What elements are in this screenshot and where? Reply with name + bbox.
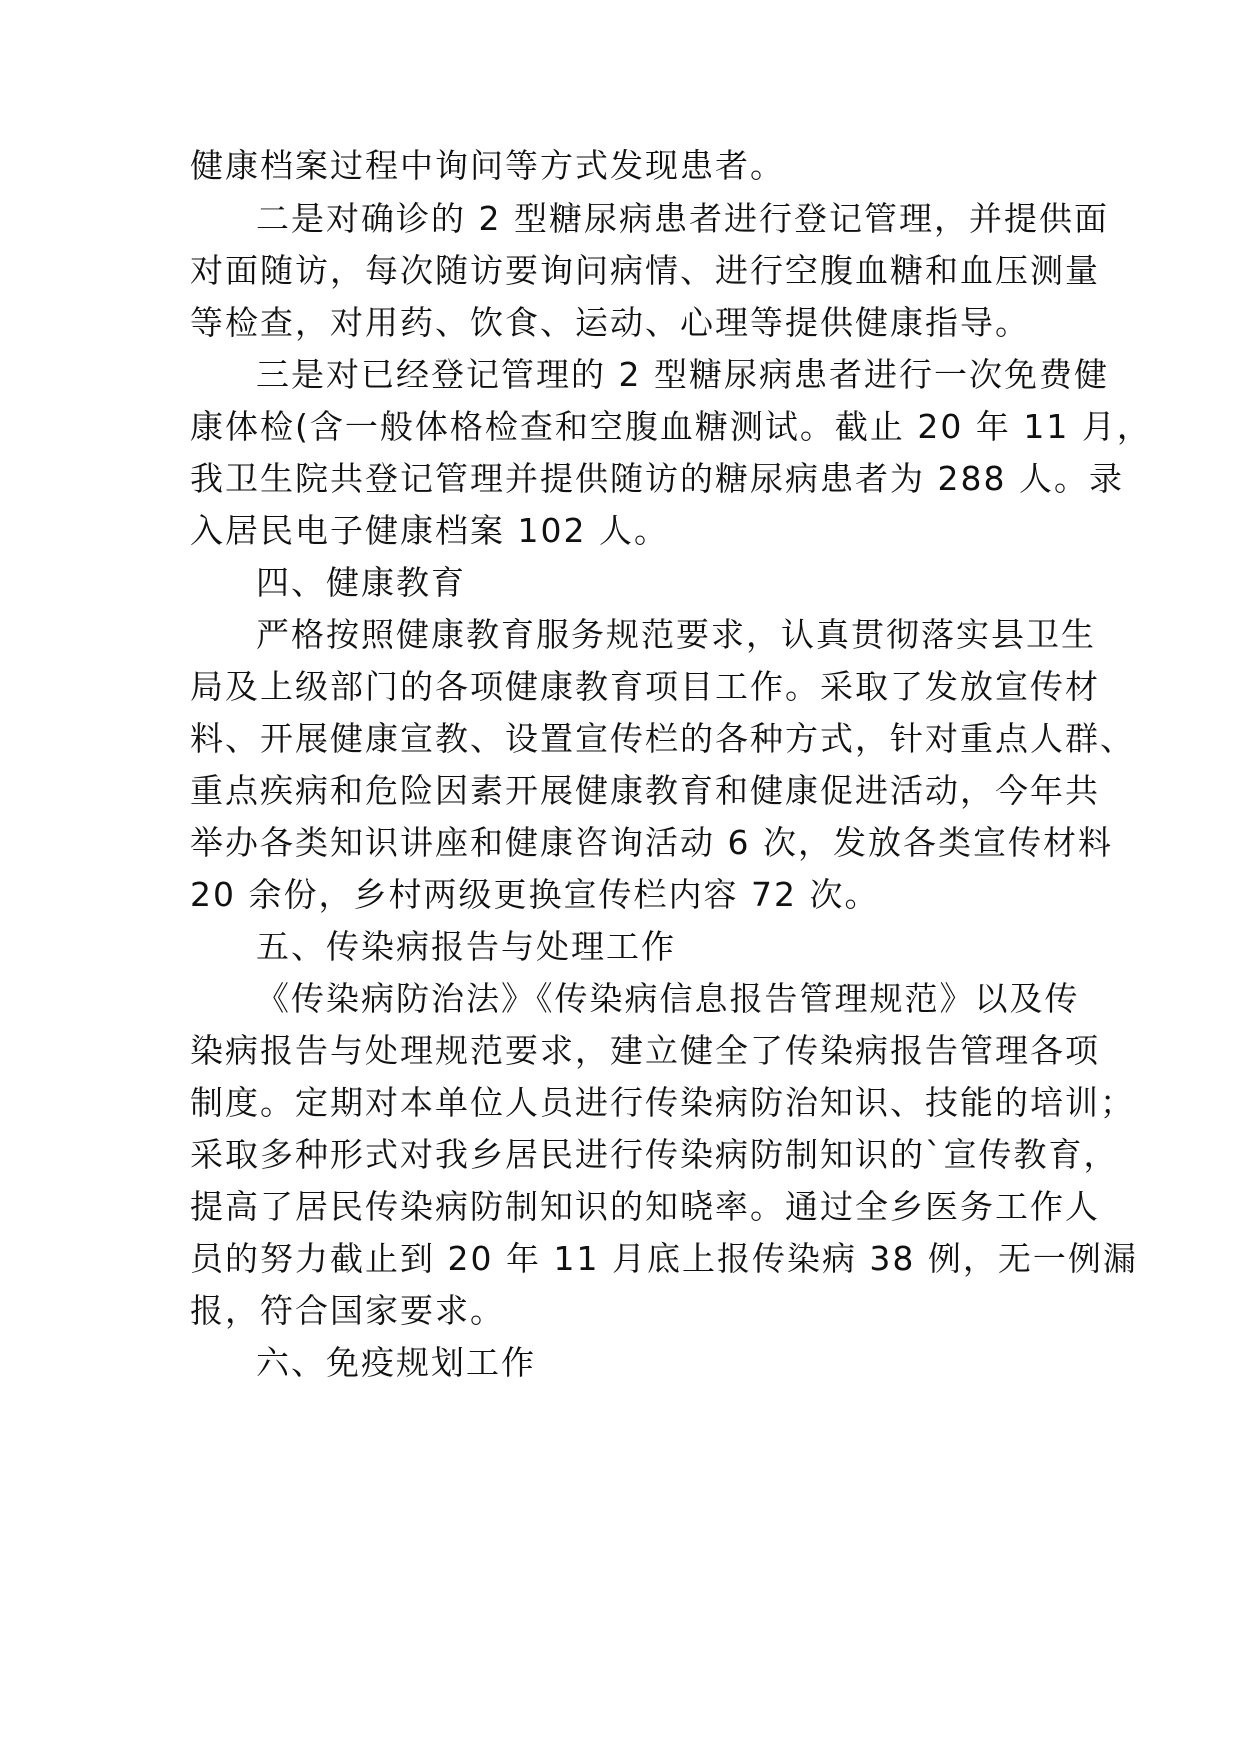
section-heading: 六、免疫规划工作	[256, 1343, 536, 1382]
text-line: 局及上级部门的各项健康教育项目工作。采取了发放宣传材	[190, 667, 1100, 706]
text-line: 我卫生院共登记管理并提供随访的糖尿病患者为 288 人。录	[190, 459, 1124, 498]
text-line: 健康档案过程中询问等方式发现患者。	[190, 146, 785, 185]
text-line: 重点疾病和危险因素开展健康教育和健康促进活动，今年共	[190, 771, 1100, 810]
paragraph-first-line: 严格按照健康教育服务规范要求，认真贯彻落实县卫生	[256, 615, 1096, 654]
text-line: 提高了居民传染病防制知识的知晓率。通过全乡医务工作人	[190, 1187, 1100, 1226]
text-line: 员的努力截止到 20 年 11 月底上报传染病 38 例，无一例漏	[190, 1239, 1138, 1278]
paragraph-first-line: 《传染病防治法》《传染病信息报告管理规范》以及传	[256, 979, 1080, 1018]
text-line: 染病报告与处理规范要求，建立健全了传染病报告管理各项	[190, 1031, 1100, 1070]
section-heading: 四、健康教育	[256, 563, 466, 602]
text-line: 入居民电子健康档案 102 人。	[190, 511, 669, 550]
text-line: 对面随访，每次随访要询问病情、进行空腹血糖和血压测量	[190, 251, 1100, 290]
text-line: 报，符合国家要求。	[190, 1291, 505, 1330]
text-line: 制度。定期对本单位人员进行传染病防治知识、技能的培训；	[190, 1083, 1135, 1122]
paragraph-first-line: 三是对已经登记管理的 2 型糖尿病患者进行一次免费健	[256, 355, 1109, 394]
text-line: 康体检(含一般体格检查和空腹血糖测试。截止 20 年 11 月，	[190, 407, 1152, 446]
paragraph-first-line: 二是对确诊的 2 型糖尿病患者进行登记管理，并提供面	[256, 199, 1109, 238]
text-line: 举办各类知识讲座和健康咨询活动 6 次，发放各类宣传材料	[190, 823, 1113, 862]
text-line: 采取多种形式对我乡居民进行传染病防制知识的`宣传教育，	[190, 1135, 1119, 1174]
text-line: 料、开展健康宣教、设置宣传栏的各种方式，针对重点人群、	[190, 719, 1135, 758]
text-line: 等检查，对用药、饮食、运动、心理等提供健康指导。	[190, 303, 1030, 342]
text-line: 20 余份，乡村两级更换宣传栏内容 72 次。	[190, 875, 880, 914]
section-heading: 五、传染病报告与处理工作	[256, 927, 676, 966]
